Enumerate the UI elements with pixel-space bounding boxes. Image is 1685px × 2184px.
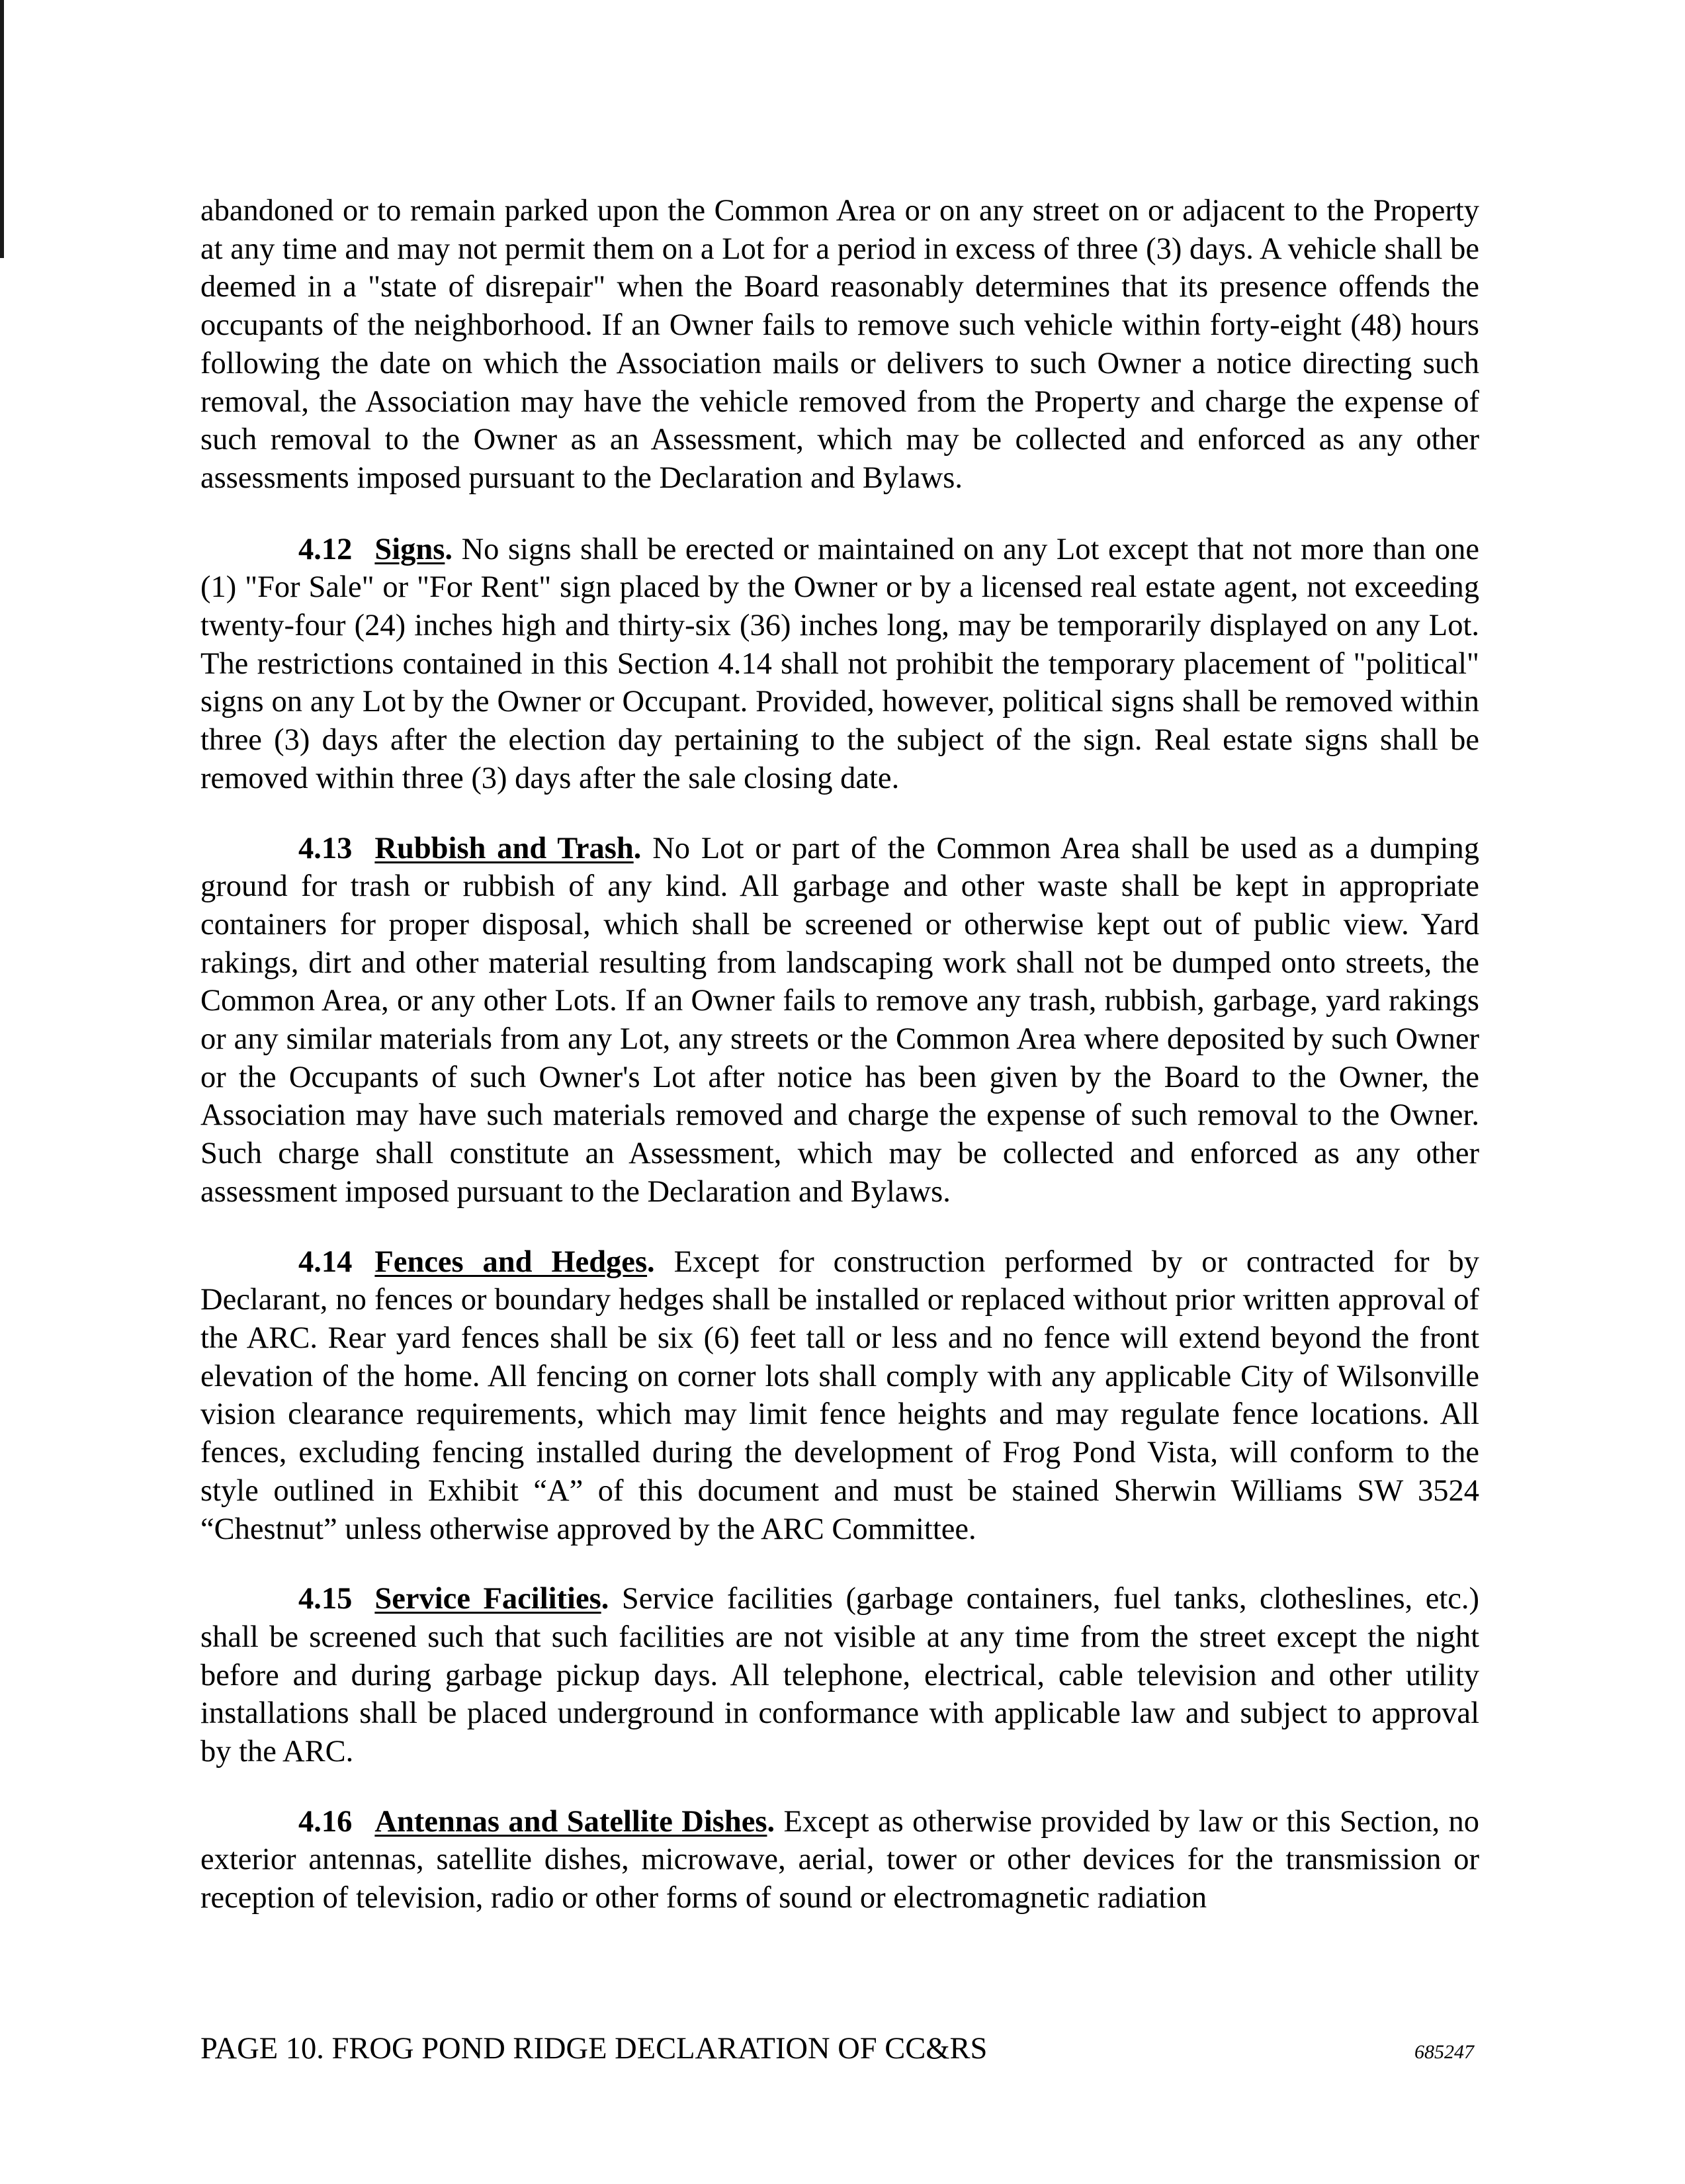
section-body: No Lot or part of the Common Area shall be used as a dumping ground for trash or rubbish of any kind. All garbage and other waste shall be kept in appropriate containers for proper disposal, which shall be screened or otherwise kept out of public view. Yard rakings, dirt and other material resulting from landscaping work shall not be dumped onto streets, the Common Area, or any other Lots. If an Owner fails to remove any trash, rubbish, garbage, yard rakings or any similar materials from any Lot, any streets or the Common Area where deposited by such Owner or the Occupants of such Owner's Lot after notice has been given by the Board to the Owner, the Association may have such materials removed and charge the expense of such removal to the Owner. Such charge shall constitute an Assessment, which may be collected and enforced as any other assessment imposed pursuant to the Declaration and Bylaws. [200,831,1480,1209]
section-title: Antennas and Satellite Dishes [374,1804,767,1839]
footer-doc-number: 685247 [1414,2041,1474,2063]
section-4-14: 4.14 Fences and Hedges. Except for construction performed by or contracted for by Declarant, no fences or boundary hedges shall be installed or replaced without prior written approval of the ARC. Rear yard fences shall be six (6) feet tall or less and no fence will extend beyond the front elevation of the home. All fencing on corner lots shall comply with any applicable City of Wilsonville vision clearance requirements, which may limit fence heights and may regulate fence locations. All fences, excluding fencing installed during the development of Frog Pond Vista, will conform to the style outlined in Exhibit “A” of this document and must be stained Sherwin Williams SW 3524 “Chestnut” unless otherwise approved by the ARC Committee. [200,1243,1479,1549]
section-body: Except as otherwise provided by law or this Section, no exterior antennas, satellite dishes, microwave, aerial, tower or other devices for the transmission or reception of television, radio or other forms of sound or electromagnetic radiation [200,1804,1479,1915]
section-number: 4.12 [298,532,353,566]
section-body: Except for construction performed by or contracted for by Declarant, no fences or boundary hedges shall be installed or replaced without prior written approval of the ARC. Rear yard fences shall be six (6) feet tall or less and no fence will extend beyond the front elevation of the home. All fencing on corner lots shall comply with any applicable City of Wilsonville vision clearance requirements, which may limit fence heights and may regulate fence locations. All fences, excluding fencing installed during the development of Frog Pond Vista, will conform to the style outlined in Exhibit “A” of this document and must be stained Sherwin Williams SW 3524 “Chestnut” unless otherwise approved by the ARC Committee. [200,1245,1480,1546]
section-title: Fences and Hedges [374,1245,648,1279]
section-4-13: 4.13 Rubbish and Trash. No Lot or part of the Common Area shall be used as a dumping ground for trash or rubbish of any kind. All garbage and other waste shall be kept in appropriate containers for proper disposal, which shall be screened or otherwise kept out of public view. Yard rakings, dirt and other material resulting from landscaping work shall not be dumped onto streets, the Common Area, or any other Lots. If an Owner fails to remove any trash, rubbish, garbage, yard rakings or any similar materials from any Lot, any streets or the Common Area where deposited by such Owner or the Occupants of such Owner's Lot after notice has been given by the Board to the Owner, the Association may have such materials removed and charge the expense of such removal to the Owner. Such charge shall constitute an Assessment, which may be collected and enforced as any other assessment imposed pursuant to the Declaration and Bylaws. [200,830,1479,1211]
footer-page-label: PAGE 10. FROG POND RIDGE DECLARATION OF CC&RS [200,2032,988,2066]
document-body [200,192,1479,1949]
section-number: 4.15 [298,1582,353,1616]
section-4-12: 4.12 Signs. No signs shall be erected or maintained on any Lot except that not more than one (1) "For Sale" or "For Rent" sign placed by the Owner or by a licensed real estate agent, not exceeding twenty-four (24) inches high and thirty-six (36) inches long, may be temporarily displayed on any Lot. The restrictions contained in this Section 4.14 shall not prohibit the temporary placement of "political" signs on any Lot by the Owner or Occupant. Provided, however, political signs shall be removed within three (3) days after the election day pertaining to the subject of the sign. Real estate signs shall be removed within three (3) days after the sale closing date. [200,531,1479,798]
section-4-15: 4.15 Service Facilities. Service facilities (garbage containers, fuel tanks, clotheslines, etc.) shall be screened such that such facilities are not visible at any time from the street except the night before and during garbage pickup days. All telephone, electrical, cable television and other utility installations shall be placed underground in conformance with applicable law and subject to approval by the ARC. [200,1580,1479,1771]
intro-paragraph: abandoned or to remain parked upon the Common Area or on any street on or adjacent to the Property at any time and may not permit them on a Lot for a period in excess of three (3) days. A vehicle shall be deemed in a "state of disrepair" when the Board reasonably determines that its presence offends the occupants of the neighborhood. If an Owner fails to remove such vehicle within forty-eight (48) hours following the date on which the Association mails or delivers to such Owner a notice directing such removal, the Association may have the vehicle removed from the Property and charge the expense of such removal to the Owner as an Assessment, which may be collected and enforced as any other assessments imposed pursuant to the Declaration and Bylaws. [200,194,1479,495]
section-4-16: 4.16 Antennas and Satellite Dishes. Except as otherwise provided by law or this Section, no exterior antennas, satellite dishes, microwave, aerial, tower or other devices for the transmission or reception of television, radio or other forms of sound or electromagnetic radiation [200,1803,1479,1917]
section-body: Service facilities (garbage containers, fuel tanks, clotheslines, etc.) shall be screened such that such facilities are not visible at any time from the street except the night before and during garbage pickup days. All telephone, electrical, cable television and other utility installations shall be placed underground in conformance with applicable law and subject to approval by the ARC. [200,1582,1480,1769]
margin-mark [0,0,4,258]
section-title: Rubbish and Trash [374,831,634,865]
section-title: Service Facilities [374,1582,601,1616]
section-number: 4.13 [298,831,353,865]
section-title: Signs [374,532,445,566]
page-footer [200,2031,1479,2066]
section-number: 4.14 [298,1245,353,1279]
section-number: 4.16 [298,1804,353,1839]
section-body: No signs shall be erected or maintained on any Lot except that not more than one (1) "For Sale" or "For Rent" sign placed by the Owner or by a licensed real estate agent, not exceeding twenty-four (24) inches high and thirty-six (36) inches long, may be temporarily displayed on any Lot. The restrictions contained in this Section 4.14 shall not prohibit the temporary placement of "political" signs on any Lot by the Owner or Occupant. Provided, however, political signs shall be removed within three (3) days after the election day pertaining to the subject of the sign. Real estate signs shall be removed within three (3) days after the sale closing date. [200,532,1479,795]
